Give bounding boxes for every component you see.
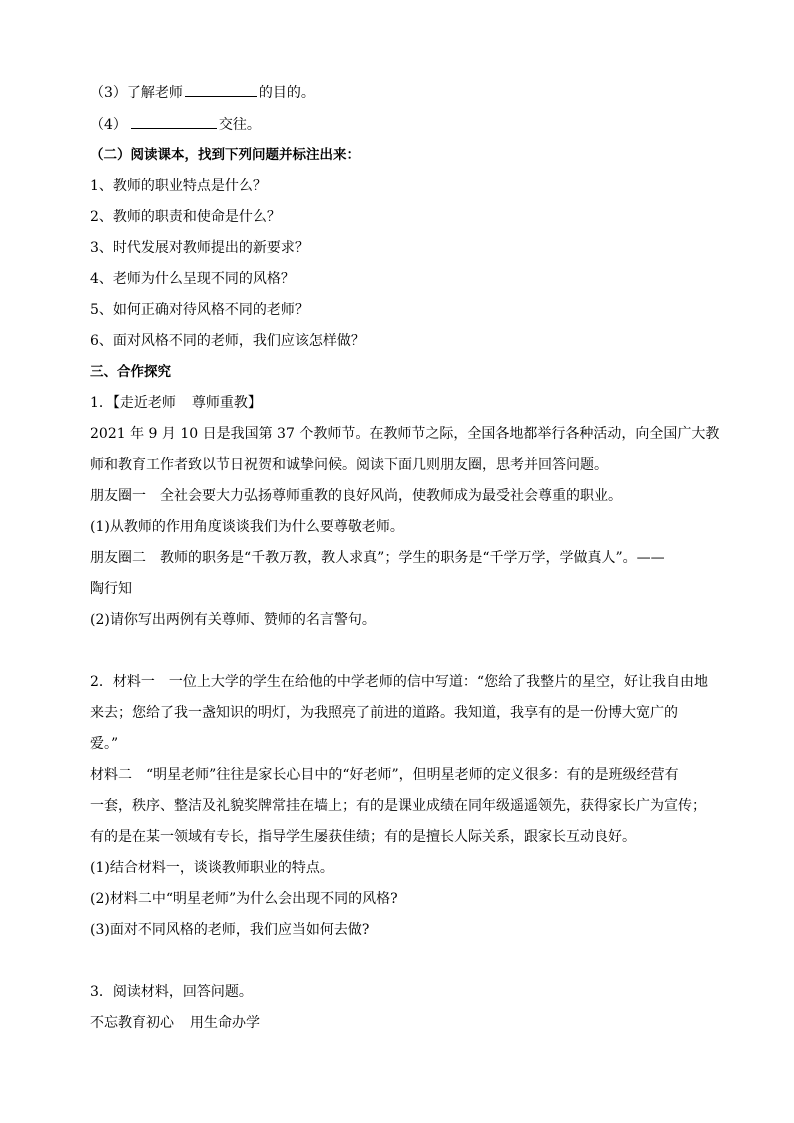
sub-question: (3)面对不同风格的老师，我们应当如何去做? <box>90 922 370 938</box>
question-3-title: 3．阅读材料，回答问题。 <box>90 984 253 1000</box>
sub-question: (2)请你写出两例有关尊师、赞师的名言警句。 <box>90 612 376 628</box>
topic-1-title-part-a: 1．【走近老师 <box>90 395 176 411</box>
quote-attribution: 陶行知 <box>90 581 132 597</box>
paragraph-line: 师和教育工作者致以节日祝贺和诚挚问候。阅读下面几则朋友圈，思考并回答问题。 <box>90 457 608 473</box>
question-4-line <box>90 114 261 135</box>
reading-question-5: 5、如何正确对待风格不同的老师？ <box>90 302 309 318</box>
material-one-line: 来去；您给了我一盏知识的明灯，为我照亮了前进的道路。我知道，我享有的是一份博大宽广的 <box>90 705 678 721</box>
material-two-line: 材料二 “明星老师”往往是家长心目中的“好老师”，但明星老师的定义很多：有的是班级经营有 <box>90 767 679 783</box>
question-3-line <box>90 82 315 103</box>
reading-question-3: 3、时代发展对教师提出的新要求？ <box>90 240 309 256</box>
reading-instruction: （二）阅读课本，找到下列问题并标注出来： <box>90 147 360 163</box>
section-heading: 三、合作探究 <box>90 364 171 380</box>
reading-question-2: 2、教师的职责和使命是什么？ <box>90 209 281 225</box>
material-one-line: 2．材料一 一位上大学的学生在给他的中学老师的信中写道：“您给了我整片的星空，好让我自由地 <box>90 674 709 690</box>
question-3-prefix: （3）了解老师 <box>90 85 183 101</box>
sub-question: (2)材料二中“明星老师”为什么会出现不同的风格? <box>90 891 398 907</box>
material-two-line: 有的是在某一领域有专长，指导学生屡获佳绩；有的是擅长人际关系，跟家长互动良好。 <box>90 829 636 845</box>
reading-question-6: 6、面对风格不同的老师，我们应该怎样做？ <box>90 333 365 349</box>
moments-one: 朋友圈一 全社会要大力弘扬尊师重教的良好风尚，使教师成为最受社会尊重的职业。 <box>90 488 622 504</box>
question-4-prefix: （4） <box>90 117 127 133</box>
topic-1-title-part-b: 尊师重教】 <box>191 395 262 411</box>
material-one-line: 爱。” <box>90 736 119 752</box>
sub-question: (1)结合材料一，谈谈教师职业的特点。 <box>90 860 334 876</box>
reading-question-4: 4、老师为什么呈现不同的风格？ <box>90 271 295 287</box>
paragraph-line: 2021 年 9 月 10 日是我国第 37 个教师节。在教师节之际，全国各地都举行各种活动，向全国广大教 <box>90 426 720 442</box>
topic-1-title <box>90 393 262 413</box>
moments-two: 朋友圈二 教师的职务是“千教万教，教人求真”；学生的职务是“千学万学，学做真人”。—— <box>90 550 665 566</box>
sub-question: (1)从教师的作用角度谈谈我们为什么要尊敬老师。 <box>90 519 404 535</box>
answer-blank[interactable] <box>131 114 217 129</box>
question-3-suffix: 的目的。 <box>258 85 315 101</box>
article-title <box>90 1013 260 1033</box>
material-two-line: 一套，秩序、整洁及礼貌奖牌常挂在墙上；有的是课业成绩在同年级遥遥领先，获得家长广为宣传； <box>90 798 706 814</box>
article-title-part-a: 不忘教育初心 <box>90 1015 174 1031</box>
answer-blank[interactable] <box>185 82 257 97</box>
question-4-suffix: 交往。 <box>218 117 261 133</box>
article-title-part-b: 用生命办学 <box>190 1015 260 1031</box>
reading-question-1: 1、教师的职业特点是什么？ <box>90 178 267 194</box>
